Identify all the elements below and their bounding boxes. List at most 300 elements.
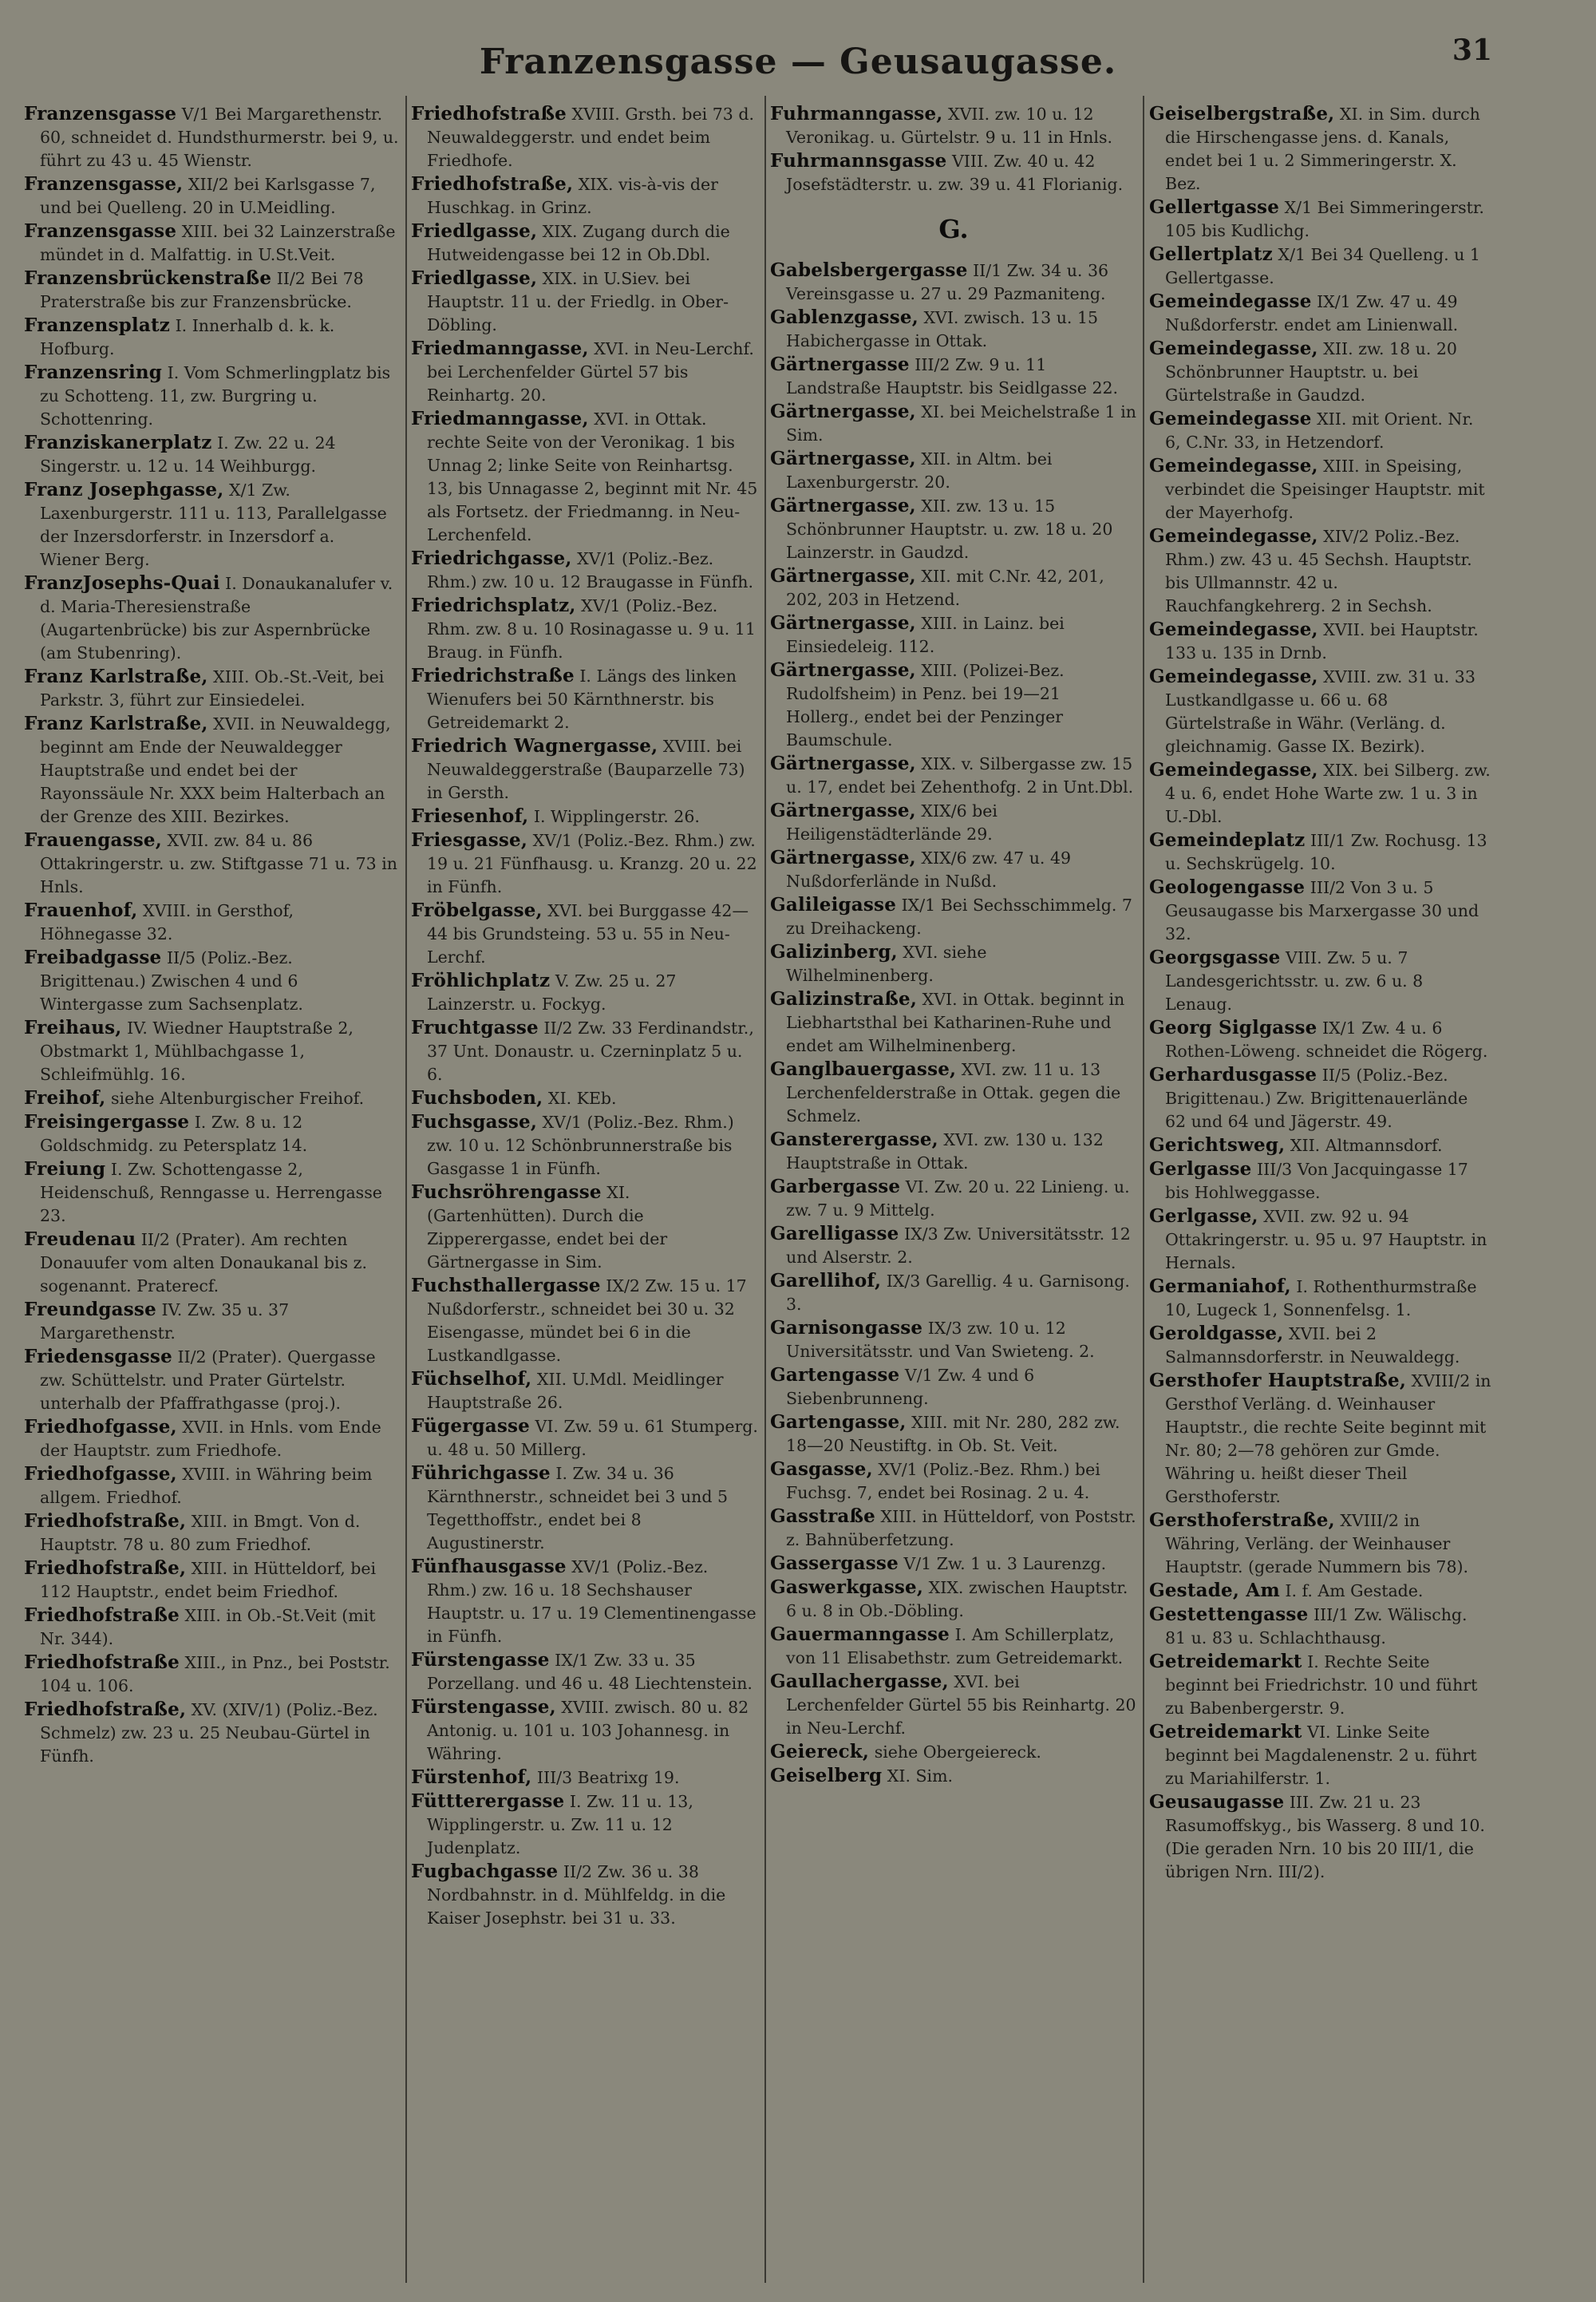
street-name: Galizinstraße, — [770, 988, 918, 1010]
street-description: X/1 Bei 34 Quelleng. u 1 Gellertgasse. — [1165, 245, 1480, 287]
street-name: Gärtnergasse, — [770, 800, 916, 821]
street-entry — [770, 987, 1137, 1058]
street-name: Gemeindegasse, — [1149, 338, 1318, 359]
street-description: IX/3 Garellig. 4 u. Garnisong. 3. — [786, 1272, 1130, 1314]
street-entry — [24, 102, 399, 172]
street-description: III. Zw. 21 u. 23 Rasumoffskyg., bis Wasserg. 8 und 10. (Die geraden Nrn. 10 bis 20 III/1, die übrigen Nrn. III/2). — [1165, 1793, 1485, 1881]
street-entry — [1149, 876, 1492, 946]
street-entry — [770, 102, 1137, 149]
street-entry — [24, 1651, 399, 1698]
street-description: XV/1 (Poliz.-Bez. Rhm.) zw. 19 u. 21 Fünfhausg. u. Kranzg. 20 u. 22 in Fünfh. — [427, 831, 757, 896]
street-entry — [411, 1016, 762, 1086]
street-name: Gansterergasse, — [770, 1129, 938, 1150]
street-description: IV. Wiedner Hauptstraße 2, Obstmarkt 1, Mühlbachgasse 1, Schleifmühlg. 16. — [40, 1018, 354, 1084]
street-entry — [770, 1128, 1137, 1175]
street-name: Franzensgasse — [24, 103, 177, 125]
street-entry — [411, 220, 762, 267]
street-description: XIX/6 bei Heiligenstädterlände 29. — [786, 801, 998, 844]
street-description: III/2 Zw. 9 u. 11 Landstraße Hauptstr. bis Seidlgasse 22. — [786, 355, 1119, 398]
street-entry — [770, 447, 1137, 494]
street-name: Geologengasse — [1149, 876, 1306, 898]
street-entry — [24, 267, 399, 314]
street-description: XIII. in Ob.-St.Veit (mit Nr. 344). — [40, 1606, 376, 1648]
street-entry — [411, 664, 762, 734]
street-entry — [1149, 337, 1492, 407]
street-description: XV/1 (Poliz.-Bez. Rhm.) zw. 10 u. 12 Schönbrunnerstraße bis Gasgasse 1 in Fünfh. — [427, 1113, 734, 1178]
street-description: XVI. zwisch. 13 u. 15 Habichergasse in Ottak. — [786, 308, 1099, 350]
street-description: XII. mit C.Nr. 42, 201, 202, 203 in Hetzend. — [786, 567, 1104, 609]
street-description: XVIII/2 in Währing, Verläng. der Weinhauser Hauptstr. (gerade Nummern bis 78). — [1165, 1511, 1469, 1576]
street-name: Galileigasse — [770, 894, 897, 916]
street-entry — [24, 712, 399, 829]
street-entry — [1149, 407, 1492, 454]
column-rule — [1143, 96, 1144, 2283]
street-entry — [770, 1058, 1137, 1128]
street-description: III/1 Zw. Rochusg. 13 u. Sechskrügelg. 10. — [1165, 831, 1487, 873]
street-entry — [411, 899, 762, 969]
street-name: Freiung — [24, 1158, 106, 1180]
street-description: VI. Zw. 59 u. 61 Stumperg. u. 48 u. 50 Millerg. — [427, 1417, 758, 1459]
street-name: Gassergasse — [770, 1552, 899, 1574]
street-description: X/1 Bei Simmeringerstr. 105 bis Kudlichg. — [1165, 198, 1484, 240]
street-name: Gasstraße — [770, 1505, 875, 1527]
street-entry — [411, 594, 762, 664]
street-description: XI. Sim. — [887, 1766, 954, 1786]
street-description: III/3 Beatrixg 19. — [536, 1768, 680, 1787]
street-entry — [24, 1298, 399, 1345]
street-description: I. Zw. 8 u. 12 Goldschmidg. zu Petersplatz 14. — [40, 1113, 308, 1155]
street-description: XI. (Gartenhütten). Durch die Zipperergasse, endet bei der Gärtnergasse in Sim. — [427, 1183, 668, 1272]
column-2 — [411, 102, 762, 2289]
street-entry — [770, 659, 1137, 752]
street-description: XII. zw. 18 u. 20 Schönbrunner Hauptstr. u. bei Gürtelstraße in Gaudzd. — [1165, 339, 1457, 405]
street-description: XVIII/2 in Gersthof Verläng. d. Weinhauser Hauptstr., die rechte Seite beginnt mit Nr. 80; 2—78 gehören zur Gmde. Währing u. heißt dieser Theil Gersthoferstr. — [1165, 1371, 1491, 1506]
street-entry — [1149, 1509, 1492, 1579]
street-entry — [1149, 946, 1492, 1016]
street-description: XV/1 (Poliz.-Bez. Rhm.) bei Fuchsg. 7, endet bei Rosinag. 2 u. 4. — [786, 1460, 1100, 1502]
street-entry — [24, 1345, 399, 1415]
street-entry — [770, 940, 1137, 987]
street-description: IX/3 Zw. Universitätsstr. 12 und Alserstr. 2. — [786, 1224, 1131, 1267]
street-entry — [24, 1462, 399, 1509]
street-name: Friedhofgasse, — [24, 1463, 177, 1485]
street-name: Gärtnergasse, — [770, 847, 916, 868]
street-entry — [1149, 243, 1492, 290]
street-name: Geroldgasse, — [1149, 1323, 1284, 1344]
street-name: Fuhrmanngasse, — [770, 103, 943, 125]
street-name: Friedrichstraße — [411, 665, 575, 686]
street-description: II/5 (Poliz.-Bez. Brigittenau.) Zw. Brigittenauerlände 62 und 64 und Jägerstr. 49. — [1165, 1066, 1468, 1131]
street-description: XVI. in Ottak. beginnt in Liebhartsthal bei Katharinen-Ruhe und endet am Wilhelminenberg. — [786, 990, 1125, 1055]
street-name: Gerlgasse, — [1149, 1205, 1258, 1227]
street-entry — [24, 478, 399, 572]
street-entry — [24, 946, 399, 1016]
street-name: Ganglbauergasse, — [770, 1058, 957, 1080]
street-entry — [24, 1110, 399, 1157]
street-name: Getreidemarkt — [1149, 1721, 1302, 1742]
street-entry — [1149, 1650, 1492, 1720]
street-name: Gemeindeplatz — [1149, 829, 1306, 851]
street-name: Garelligasse — [770, 1223, 899, 1244]
street-name: Gärtnergasse, — [770, 401, 916, 422]
street-name: Franzensplatz — [24, 314, 171, 336]
street-description: XVIII. in Gersthof, Höhnegasse 32. — [40, 901, 294, 943]
street-name: Gellertplatz — [1149, 243, 1273, 265]
street-description: XIII., in Pnz., bei Poststr. 104 u. 106. — [40, 1653, 390, 1695]
street-description: XVI. zw. 11 u. 13 Lerchenfelderstraße in Ottak. gegen die Schmelz. — [786, 1060, 1121, 1125]
street-description: XIII. bei 32 Lainzerstraße mündet in d. Malfattig. in U.St.Veit. — [40, 222, 396, 264]
street-name: Franzensbrückenstraße — [24, 267, 272, 289]
street-name: Gersthoferstraße, — [1149, 1509, 1335, 1531]
street-entry — [411, 829, 762, 899]
street-name: Führichgasse — [411, 1462, 551, 1484]
street-entry — [770, 1410, 1137, 1458]
street-name: Gartengasse, — [770, 1411, 907, 1433]
street-entry — [1149, 290, 1492, 337]
street-description: V/1 Zw. 1 u. 3 Laurenzg. — [903, 1554, 1107, 1573]
section-letter: G. — [938, 214, 969, 244]
street-entry — [1149, 758, 1492, 829]
street-name: Gemeindegasse — [1149, 408, 1312, 429]
street-name: Fuchsthallergasse — [411, 1275, 601, 1296]
street-name: Fröhlichplatz — [411, 970, 551, 991]
street-name: Freihof, — [24, 1087, 106, 1109]
street-description: IX/3 zw. 10 u. 12 Universitätsstr. und Van Swieteng. 2. — [786, 1319, 1095, 1361]
street-description: XVI. bei Lerchenfelder Gürtel 55 bis Reinhartg. 20 in Neu-Lerchf. — [786, 1672, 1136, 1738]
street-name: Gärtnergasse, — [770, 753, 916, 774]
street-name: Friedhofstraße — [24, 1604, 180, 1626]
street-name: Fuchsboden, — [411, 1087, 543, 1109]
street-entry — [770, 799, 1137, 846]
street-name: Friedhofstraße, — [411, 173, 574, 195]
street-name: Friedhofstraße — [24, 1651, 180, 1673]
street-entry — [411, 267, 762, 337]
street-entry — [24, 665, 399, 712]
street-name: Gaswerkgasse, — [770, 1576, 924, 1598]
street-description: XVII. in Neuwaldegg, beginnt am Ende der Neuwaldegger Hauptstraße und endet bei der Rayonssäule Nr. XXX beim Halterbach an der Grenze des XIII. Bezirkes. — [40, 714, 391, 826]
street-entry — [1149, 1369, 1492, 1509]
street-description: II/1 Zw. 34 u. 36 Vereinsgasse u. 27 u. 29 Pazmaniteng. — [786, 261, 1109, 303]
street-entry — [1149, 1579, 1492, 1603]
street-entry — [1149, 1204, 1492, 1275]
street-entry — [411, 172, 762, 220]
street-description: XV/1 (Poliz.-Bez. Rhm.) zw. 10 u. 12 Braugasse in Fünfh. — [427, 549, 754, 591]
street-entry — [411, 1766, 762, 1790]
street-name: Friedhofstraße, — [24, 1510, 187, 1532]
street-name: Freundgasse — [24, 1299, 156, 1320]
street-name: Fürstengasse, — [411, 1696, 556, 1718]
street-description: XVIII. zw. 31 u. 33 Lustkandlgasse u. 66 u. 68 Gürtelstraße in Währ. (Verläng. d. gleichnamig. Gasse IX. Bezirk). — [1165, 667, 1476, 756]
street-name: Franzensgasse — [24, 220, 177, 242]
street-name: Franz Karlstraße, — [24, 713, 208, 734]
street-description: I. Rothenthurmstraße 10, Lugeck 1, Sonnenfelsg. 1. — [1165, 1277, 1477, 1319]
street-name: Gemeindegasse, — [1149, 759, 1318, 781]
street-description: XI. KEb. — [547, 1089, 617, 1108]
column-4 — [1149, 102, 1492, 2289]
street-name: FranzJosephs-Quai — [24, 572, 220, 594]
street-entry — [24, 829, 399, 899]
street-entry — [411, 547, 762, 594]
street-entry — [24, 899, 399, 946]
street-entry — [1149, 829, 1492, 876]
street-description: XVI. bei Burggasse 42—44 bis Grundsteing. 53 u. 55 in Neu-Lerchf. — [427, 901, 749, 967]
street-name: Gerlgasse — [1149, 1158, 1252, 1180]
street-description: XII. in Altm. bei Laxenburgerstr. 20. — [786, 449, 1053, 492]
street-description: V/1 Bei Margarethenstr. 60, schneidet d. Hundsthurmerstr. bei 9, u. führt zu 43 u. 45 Wienstr. — [40, 105, 399, 170]
street-description: V. Zw. 25 u. 27 Lainzerstr. u. Fockyg. — [427, 971, 677, 1014]
street-description: I. Innerhalb d. k. k. Hofburg. — [40, 316, 335, 358]
street-name: Franzensring — [24, 362, 163, 383]
street-description: II/2 Zw. 36 u. 38 Nordbahnstr. in d. Mühlfeldg. in die Kaiser Josephstr. bei 31 u. 33. — [427, 1862, 726, 1928]
street-name: Geiereck, — [770, 1741, 870, 1762]
street-entry — [24, 172, 399, 220]
street-entry — [24, 1086, 399, 1110]
street-name: Gärtnergasse, — [770, 495, 916, 516]
street-name: Gerhardusgasse — [1149, 1064, 1317, 1086]
street-entry — [1149, 1275, 1492, 1322]
page-number: 31 — [1452, 34, 1492, 67]
street-description: I. Vom Schmerlingplatz bis zu Schotteng. 11, zw. Burgring u. Schottenring. — [40, 363, 391, 429]
street-description: I. f. Am Gestade. — [1285, 1581, 1424, 1600]
street-description: I. Donaukanalufer v. d. Maria-Theresienstraße (Augartenbrücke) bis zur Aspernbrücke (am Stubenring). — [40, 574, 393, 663]
street-description: XIII. mit Nr. 280, 282 zw. 18—20 Neustiftg. in Ob. St. Veit. — [786, 1413, 1120, 1455]
street-entry — [1149, 1603, 1492, 1650]
street-name: Füchselhof, — [411, 1368, 532, 1390]
street-entry — [1149, 618, 1492, 665]
street-entry — [770, 1764, 1137, 1788]
street-name: Gasgasse, — [770, 1458, 873, 1480]
street-description: I. Am Schillerplatz, von 11 Elisabethstr. zum Getreidemarkt. — [786, 1625, 1124, 1667]
street-description: I. Wipplingerstr. 26. — [533, 807, 700, 826]
street-name: Fürstengasse — [411, 1649, 550, 1671]
street-entry — [24, 572, 399, 665]
street-name: Franzensgasse, — [24, 173, 184, 195]
street-entry — [770, 893, 1137, 940]
street-entry — [770, 1576, 1137, 1623]
street-entry — [1149, 1157, 1492, 1204]
street-name: Gabelsbergergasse — [770, 259, 968, 281]
street-description: XVII. zw. 84 u. 86 Ottakringerstr. u. zw. Stiftgasse 71 u. 73 in Hnls. — [40, 831, 397, 896]
column-1 — [24, 102, 399, 2289]
street-entry — [770, 752, 1137, 799]
street-name: Fruchtgasse — [411, 1017, 539, 1038]
street-entry — [411, 1555, 762, 1648]
street-entry — [411, 1648, 762, 1695]
street-name: Georg Siglgasse — [1149, 1017, 1317, 1038]
street-description: siehe Obergeiereck. — [874, 1742, 1041, 1762]
street-name: Freibadgasse — [24, 947, 162, 968]
street-name: Franz Karlstraße, — [24, 666, 208, 687]
street-entry — [411, 1110, 762, 1181]
street-entry — [24, 1604, 399, 1651]
street-description: XIX. bei Silberg. zw. 4 u. 6, endet Hohe Warte zw. 1 u. 3 in U.-Dbl. — [1165, 761, 1491, 826]
street-name: Garnisongasse — [770, 1317, 923, 1339]
street-entry — [411, 102, 762, 172]
street-name: Friedhofstraße, — [24, 1557, 187, 1579]
street-name: Friedmanngasse, — [411, 408, 589, 429]
street-name: Gaullachergasse, — [770, 1671, 949, 1692]
street-entry — [411, 969, 762, 1016]
page-header — [0, 34, 1596, 97]
street-name: Gestettengasse — [1149, 1604, 1309, 1625]
street-entry — [411, 1414, 762, 1461]
street-description: VI. Zw. 20 u. 22 Linieng. u. zw. 7 u. 9 Mittelg. — [786, 1177, 1130, 1220]
street-description: IX/1 Zw. 4 u. 6 Rothen-Löweng. schneidet die Rögerg. — [1165, 1018, 1488, 1061]
street-description: XIX. vis-à-vis der Huschkag. in Grinz. — [427, 175, 718, 217]
street-name: Fuhrmannsgasse — [770, 150, 947, 172]
street-name: Gärtnergasse — [770, 354, 910, 375]
street-description: XVIII. bei Neuwaldeggerstraße (Bauparzelle 73) in Gersth. — [427, 737, 745, 802]
street-entry — [24, 1509, 399, 1556]
street-name: Fuchsgasse, — [411, 1111, 538, 1133]
street-description: XII/2 bei Karlsgasse 7, und bei Quelleng. 20 in U.Meidling. — [40, 175, 376, 217]
column-rule — [405, 96, 407, 2283]
street-name: Garbergasse — [770, 1176, 901, 1197]
street-entry — [1149, 665, 1492, 758]
street-entry — [1149, 1790, 1492, 1884]
street-entry — [411, 1695, 762, 1766]
street-description: I. Zw. 22 u. 24 Singerstr. u. 12 u. 14 Weihburgg. — [40, 433, 336, 476]
street-entry — [411, 1367, 762, 1414]
street-description: XIX. Zugang durch die Hutweidengasse bei 12 in Ob.Dbl. — [427, 222, 730, 264]
street-description: XIII. in Lainz. bei Einsiedeleig. 112. — [786, 614, 1065, 656]
street-description: IX/1 Zw. 47 u. 49 Nußdorferstr. endet am Linienwall. — [1165, 292, 1459, 334]
running-title: Franzensgasse — Geusaugasse. — [479, 42, 1117, 82]
street-entry — [770, 1222, 1137, 1269]
street-description: III/3 Von Jacquingasse 17 bis Hohlweggasse. — [1165, 1160, 1468, 1202]
street-description: II/5 (Poliz.-Bez. Brigittenau.) Zwischen 4 und 6 Wintergasse zum Sachsenplatz. — [40, 948, 303, 1014]
street-entry — [770, 1740, 1137, 1764]
street-entry — [1149, 524, 1492, 618]
street-description: II/2 (Prater). Quergasse zw. Schüttelstr. und Prater Gürtelstr. unterhalb der Pfaffrathgasse (proj.). — [40, 1347, 376, 1413]
street-name: Franziskanerplatz — [24, 432, 212, 453]
street-entry — [770, 1670, 1137, 1740]
street-name: Frauengasse, — [24, 829, 162, 851]
street-entry — [24, 1016, 399, 1086]
street-description: XII. mit Orient. Nr. 6, C.Nr. 33, in Hetzendorf. — [1165, 409, 1474, 452]
street-description: XIII. Ob.-St.-Veit, bei Parkstr. 3, führt zur Einsiedelei. — [40, 667, 385, 710]
street-name: Friedmanngasse, — [411, 338, 589, 359]
street-description: XVIII. zwisch. 80 u. 82 Antonig. u. 101 u. 103 Johannesg. in Währing. — [427, 1698, 749, 1763]
street-name: Fügergasse — [411, 1415, 530, 1437]
street-name: Füttterergasse — [411, 1790, 565, 1812]
street-description: I. Rechte Seite beginnt bei Friedrichstr. 10 und führt zu Babenbergerstr. 9. — [1165, 1652, 1478, 1718]
street-name: Gemeindegasse, — [1149, 525, 1318, 547]
street-entry — [411, 1790, 762, 1860]
street-description: XIX. zwischen Hauptstr. 6 u. 8 in Ob.-Döbling. — [786, 1578, 1128, 1620]
street-description: IX/1 Zw. 33 u. 35 Porzellang. und 46 u. 48 Liechtenstein. — [427, 1651, 753, 1693]
street-name: Fugbachgasse — [411, 1861, 559, 1882]
street-entry — [24, 1556, 399, 1604]
street-name: Gemeindegasse, — [1149, 455, 1318, 477]
street-description: XV/1 (Poliz.-Bez. Rhm.) zw. 16 u. 18 Sechshauser Hauptstr. u. 17 u. 19 Clementinengasse in Fünfh. — [427, 1557, 757, 1646]
street-description: IX/1 Bei Sechsschimmelg. 7 zu Dreihackeng. — [786, 896, 1132, 938]
street-name: Gartengasse — [770, 1364, 900, 1386]
street-description: XVI. in Ottak. rechte Seite von der Veronikag. 1 bis Unnag 2; linke Seite von Reinhartsg. 13, bis Unnagasse 2, beginnt mit Nr. 45 als Fortsetz. der Friedmanng. in Neu-Lerchenfeld. — [427, 409, 758, 544]
street-entry — [1149, 454, 1492, 524]
street-entry — [1149, 102, 1492, 196]
street-name: Fünfhausgasse — [411, 1556, 567, 1577]
street-name: Geusaugasse — [1149, 1791, 1285, 1813]
street-name: Friesenhof, — [411, 805, 529, 827]
street-description: I. Zw. Schottengasse 2, Heidenschuß, Renngasse u. Herrengasse 23. — [40, 1160, 382, 1225]
street-entry — [770, 306, 1137, 353]
street-description: V/1 Zw. 4 und 6 Siebenbrunneng. — [786, 1366, 1035, 1408]
street-entry — [770, 1623, 1137, 1670]
street-description: I. Zw. 34 u. 36 Kärnthnerstr., schneidet bei 3 und 5 Tegetthoffstr., endet bei 8 Augustinerstr. — [427, 1464, 729, 1552]
street-entry — [1149, 196, 1492, 243]
street-entry — [770, 1505, 1137, 1552]
street-description: II/2 Bei 78 Praterstraße bis zur Franzensbrücke. — [40, 269, 364, 311]
street-name: Fröbelgasse, — [411, 900, 543, 921]
street-description: XII. U.Mdl. Meidlinger Hauptstraße 26. — [427, 1370, 724, 1412]
street-entry — [411, 1860, 762, 1930]
street-description: II/2 (Prater). Am rechten Donauufer vom alten Donaukanal bis z. sogenannt. Praterecf. — [40, 1230, 367, 1295]
street-description: III/1 Zw. Wälischg. 81 u. 83 u. Schlachthausg. — [1165, 1605, 1468, 1647]
street-entry — [1149, 1063, 1492, 1133]
street-name: Fürstenhof, — [411, 1766, 532, 1788]
street-name: Gärtnergasse, — [770, 659, 916, 681]
street-description: XIII. in Hütteldorf, bei 112 Hauptstr., endet beim Friedhof. — [40, 1559, 377, 1601]
street-name: Gablenzgasse, — [770, 307, 918, 328]
street-name: Friedrichsplatz, — [411, 595, 576, 616]
street-name: Gärtnergasse, — [770, 612, 916, 634]
street-entry — [411, 1274, 762, 1367]
street-description: XIX/6 zw. 47 u. 49 Nußdorferlände in Nußd. — [786, 848, 1072, 891]
street-entry — [770, 611, 1137, 659]
street-description: VIII. Zw. 40 u. 42 Josefstädterstr. u. zw. 39 u. 41 Florianig. — [786, 152, 1124, 194]
street-name: Gestade, Am — [1149, 1580, 1280, 1601]
street-entry — [770, 494, 1137, 564]
street-description: XVIII. in Währing beim allgem. Friedhof. — [40, 1465, 373, 1507]
street-entry — [24, 361, 399, 431]
street-entry — [24, 1415, 399, 1462]
street-description: XIX. v. Silbergasse zw. 15 u. 17, endet bei Zehenthofg. 2 in Unt.Dbl. — [786, 754, 1134, 797]
street-description: X/1 Zw. Laxenburgerstr. 111 u. 113, Parallelgasse der Inzersdorferstr. in Inzersdorf a. Wiener Berg. — [40, 481, 387, 569]
street-description: XI. in Sim. durch die Hirschengasse jens. d. Kanals, endet bei 1 u. 2 Simmeringerstr. X. Bez. — [1165, 105, 1480, 193]
street-entry — [24, 431, 399, 478]
street-entry — [770, 353, 1137, 400]
street-entry — [1149, 1133, 1492, 1157]
street-description: III/2 Von 3 u. 5 Geusaugasse bis Marxergasse 30 und 32. — [1165, 878, 1479, 943]
street-entry — [411, 407, 762, 547]
street-entry — [411, 1086, 762, 1110]
column-rule — [764, 96, 766, 2283]
street-description: I. Zw. 11 u. 13, Wipplingerstr. u. Zw. 11 u. 12 Judenplatz. — [427, 1792, 693, 1857]
column-3 — [770, 102, 1137, 2289]
street-name: Friedlgasse, — [411, 220, 538, 242]
street-description: XIV/2 Poliz.-Bez. Rhm.) zw. 43 u. 45 Sechsh. Hauptstr. bis Ullmannstr. 42 u. Rauchfangkehrerg. 2 in Sechsh. — [1165, 527, 1472, 615]
street-description: XIII. (Polizei-Bez. Rudolfsheim) in Penz. bei 19—21 Hollerg., endet bei der Penzinger Baumschule. — [786, 661, 1065, 750]
street-name: Gemeindegasse — [1149, 291, 1312, 312]
street-description: XVII. zw. 10 u. 12 Veronikag. u. Gürtelstr. 9 u. 11 in Hnls. — [786, 105, 1112, 147]
street-description: II/2 Zw. 33 Ferdinandstr., 37 Unt. Donaustr. u. Czerninplatz 5 u. 6. — [427, 1018, 754, 1084]
street-description: XII. zw. 13 u. 15 Schönbrunner Hauptstr. u. zw. 18 u. 20 Lainzerstr. in Gaudzd. — [786, 496, 1113, 562]
street-name: Germaniahof, — [1149, 1276, 1291, 1297]
street-name: Gärtnergasse, — [770, 565, 916, 587]
street-description: XVIII. Grsth. bei 73 d. Neuwaldeggerstr. und endet beim Friedhofe. — [427, 105, 754, 170]
street-name: Gellertgasse — [1149, 196, 1280, 218]
street-name: Friedensgasse — [24, 1346, 172, 1367]
street-description: XVI. zw. 130 u. 132 Hauptstraße in Ottak. — [786, 1130, 1104, 1173]
street-description: XVI. in Neu-Lerchf. bei Lerchenfelder Gürtel 57 bis Reinhartg. 20. — [427, 339, 754, 405]
street-name: Freudenau — [24, 1228, 136, 1250]
street-description: VI. Linke Seite beginnt bei Magdalenenstr. 2 u. führt zu Mariahilferstr. 1. — [1165, 1723, 1477, 1788]
street-name: Geiselberg — [770, 1765, 883, 1786]
street-description: XVII. in Hnls. vom Ende der Hauptstr. zum Friedhofe. — [40, 1418, 381, 1460]
street-name: Gerichtsweg, — [1149, 1134, 1286, 1156]
street-description: XIII. in Bmgt. Von d. Hauptstr. 78 u. 80 zum Friedhof. — [40, 1512, 361, 1554]
